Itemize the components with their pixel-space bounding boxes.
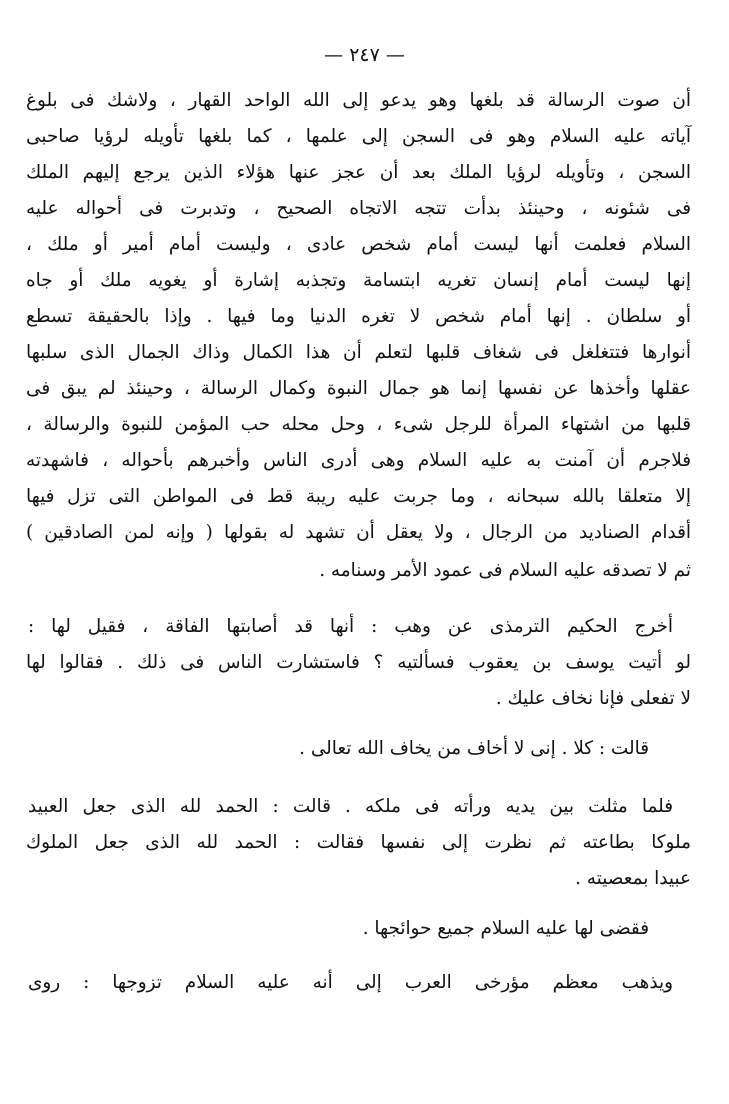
text-line: عقلها وأخذها عن نفسها إنما هو جمال النبوة وكمال الرسالة ، وحينئذ لم يبق فى bbox=[26, 378, 691, 399]
text-line: إلا متعلقا بالله سبحانه ، وما جربت عليه ريبة قط فى المواطن التى تزل فيها bbox=[26, 486, 691, 507]
text-line: عبيدا بمعصيته . bbox=[575, 868, 691, 889]
text-line: ملوكا بطاعته ثم نظرت إلى نفسها فقالت : الحمد لله الذى جعل الملوك bbox=[26, 832, 691, 853]
text-line: ويذهب معظم مؤرخى العرب إلى أنه عليه السلام تزوجها : روى bbox=[28, 972, 673, 993]
text-line: ثم لا تصدقه عليه السلام فى عمود الأمر وسنامه . bbox=[319, 560, 691, 581]
text-line: أن صوت الرسالة قد بلغها وهو يدعو إلى الله الواحد القهار ، ولاشك فى بلوغ bbox=[26, 90, 691, 111]
text-line: فى شئونه ، وحينئذ بدأت تتجه الاتجاه الصحيح ، وتدبرت فى أحواله عليه bbox=[26, 198, 691, 219]
text-line: لو أتيت يوسف بن يعقوب فسألتيه ؟ فاستشارت الناس فى ذلك . فقالوا لها bbox=[26, 652, 691, 673]
text-line: قلبها من اشتهاء المرأة للرجل شىء ، وحل محله حب المؤمن للنبوة والرسالة ، bbox=[26, 414, 691, 435]
text-line: أنوارها فتتغلغل فى شغاف قلبها لتعلم أن هذا الكمال وذاك الجمال الذى سلبها bbox=[26, 342, 691, 363]
page-number: — ٢٤٧ — bbox=[324, 44, 405, 66]
text-line: فلاجرم أن آمنت به عليه السلام وهى أدرى الناس وأخبرهم بأحواله ، فاشهدته bbox=[26, 450, 691, 471]
text-line: قالت : كلا . إنى لا أخاف من يخاف الله تعالى . bbox=[299, 738, 649, 759]
text-line: أخرج الحكيم الترمذى عن وهب : أنها قد أصابتها الفاقة ، فقيل لها : bbox=[28, 616, 673, 637]
text-line: آياته عليه السلام وهو فى السجن إلى علمها ، كما بلغها تأويله لرؤيا صاحبى bbox=[26, 126, 691, 147]
text-line: فقضى لها عليه السلام جميع حوائجها . bbox=[362, 918, 649, 939]
text-line: أو سلطان . إنها أمام شخص لا تغره الدنيا وما فيها . وإذا بالحقيقة تسطع bbox=[26, 306, 691, 327]
text-line: أقدام الصناديد من الرجال ، ولا يعقل أن تشهد له بقولها ( وإنه لمن الصادقين ) bbox=[26, 522, 691, 543]
text-line: السجن ، وتأويله لرؤيا الملك بعد أن عجز عنها هؤلاء الذين يرجع إليهم الملك bbox=[26, 162, 691, 183]
text-line: فلما مثلت بين يديه ورأته فى ملكه . قالت : الحمد لله الذى جعل العبيد bbox=[28, 796, 673, 817]
text-line: إنها ليست أمام إنسان تغريه ابتسامة وتجذبه إشارة أو يغويه ملك أو جاه bbox=[26, 270, 691, 291]
text-line: لا تفعلى فإنا نخاف عليك . bbox=[495, 688, 691, 709]
text-line: السلام فعلمت أنها ليست أمام شخص عادى ، وليست أمام أمير أو ملك ، bbox=[26, 234, 691, 255]
